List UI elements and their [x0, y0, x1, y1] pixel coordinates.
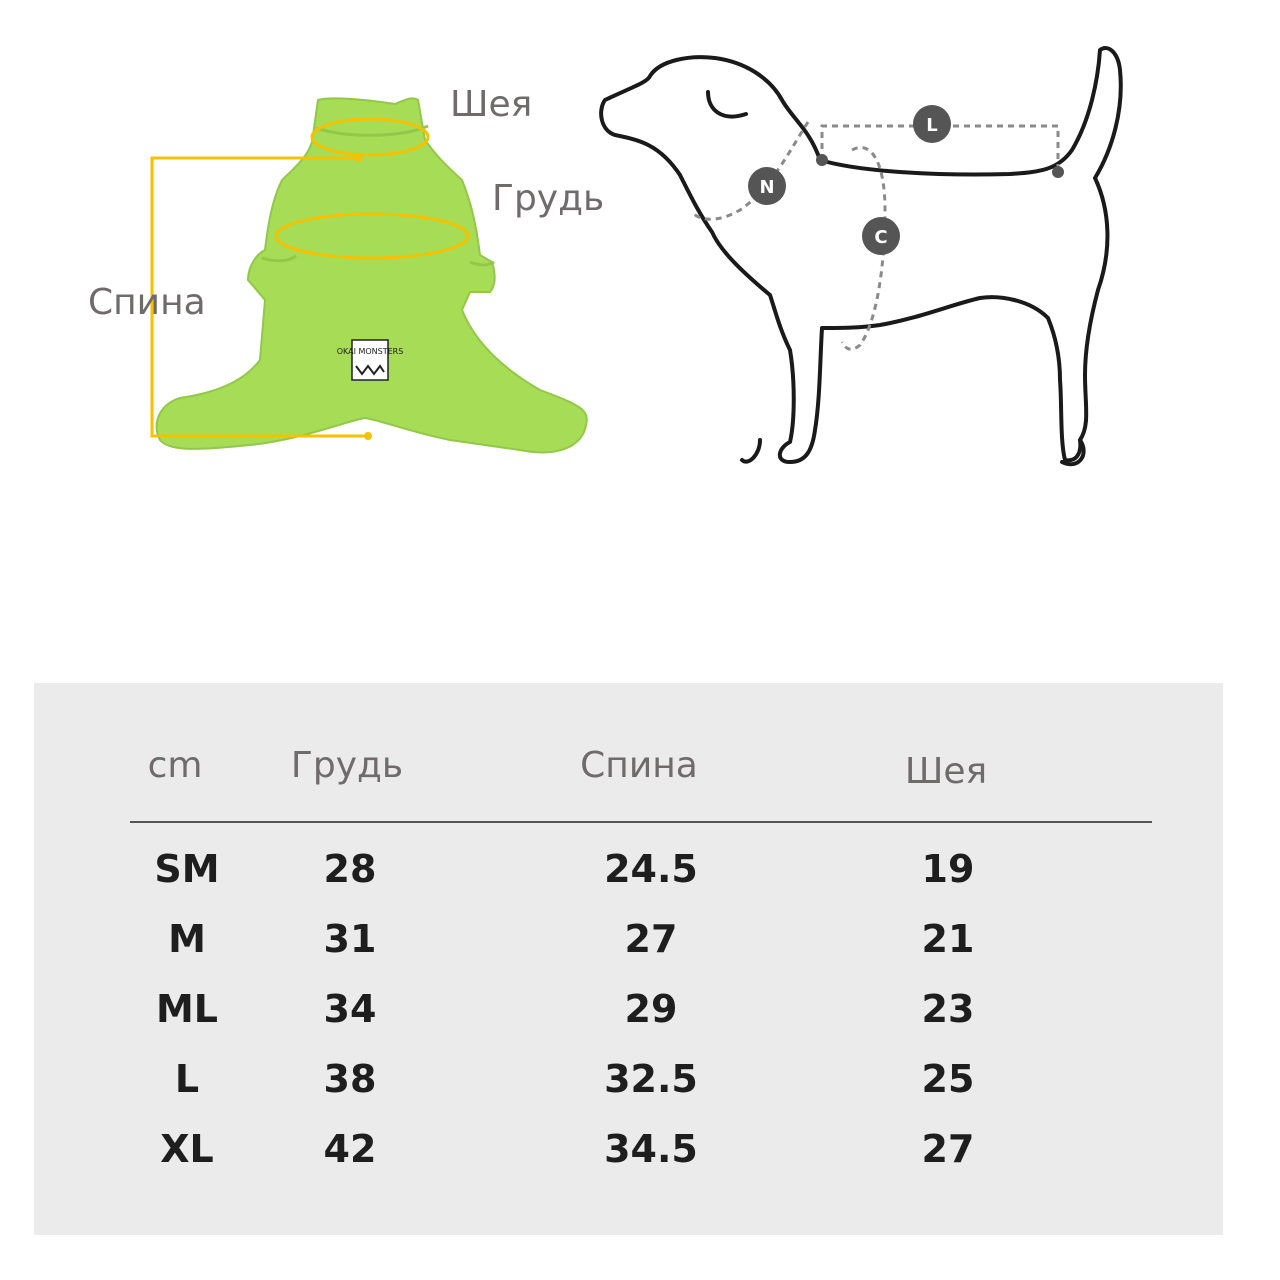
size-table: [34, 683, 1223, 1235]
table-row: [34, 1057, 1223, 1117]
chest-cell: 42: [323, 1127, 377, 1171]
size-cell: XL: [160, 1127, 214, 1171]
chest-label: Грудь: [492, 178, 605, 219]
chest-header: Грудь: [290, 745, 404, 786]
garment-tag: [352, 340, 388, 380]
table-row: [34, 917, 1223, 977]
chest-marker: [862, 217, 900, 255]
chest-cell: 34: [323, 987, 377, 1031]
neck-marker-label: N: [759, 177, 775, 198]
neck-measure-line: [692, 122, 808, 219]
length-marker-label: L: [926, 115, 938, 136]
garment-image: [157, 98, 587, 452]
chest-cell: 38: [323, 1057, 377, 1101]
neck-label: Шея: [450, 84, 533, 125]
neck-cell: 27: [921, 1127, 975, 1171]
back-label: Спина: [88, 282, 206, 323]
table-row: [34, 987, 1223, 1047]
back-header: Спина: [580, 745, 698, 786]
chest-marker-label: C: [874, 227, 888, 248]
back-cell: 27: [624, 917, 678, 961]
size-cell: L: [174, 1057, 200, 1101]
dog-outline-image: [601, 48, 1121, 464]
size-cell: ML: [155, 987, 219, 1031]
neck-cell: 23: [921, 987, 975, 1031]
size-cell: SM: [154, 847, 220, 891]
back-cell: 29: [624, 987, 678, 1031]
size-cell: M: [168, 917, 206, 961]
neck-cell: 19: [921, 847, 975, 891]
neck-cell: 25: [921, 1057, 975, 1101]
table-row: [34, 1127, 1223, 1187]
neck-cell: 21: [921, 917, 975, 961]
header-divider: [130, 821, 1152, 823]
back-cell: 32.5: [604, 1057, 698, 1101]
neck-marker: [748, 167, 786, 205]
back-cell: 24.5: [604, 847, 698, 891]
length-marker: [913, 105, 951, 143]
back-cell: 34.5: [604, 1127, 698, 1171]
neck-header: Шея: [904, 751, 988, 792]
unit-header: cm: [147, 745, 203, 786]
chest-cell: 31: [323, 917, 377, 961]
garment-tag-text: OKAI MONSTERS: [336, 347, 404, 356]
chest-cell: 28: [323, 847, 377, 891]
table-row: [34, 847, 1223, 907]
